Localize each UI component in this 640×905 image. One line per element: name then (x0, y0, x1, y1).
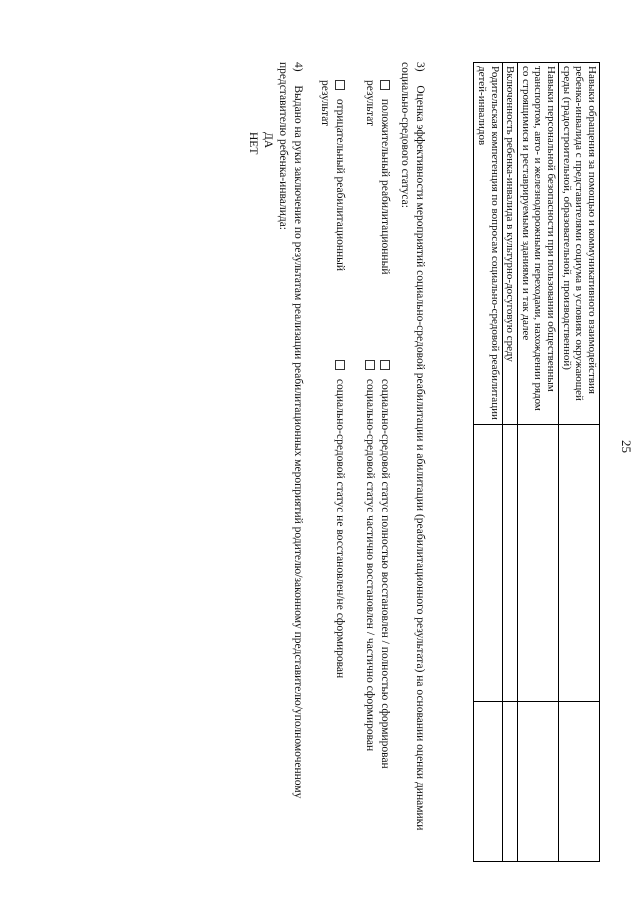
table-cell-criterion: Включенность ребенка-инвалида в культурно-досуговую среду (502, 63, 518, 425)
table-cell-criterion: Навыки обращения за помощью и коммуникативного взаимодействия ребенка-инвалида с представителями социума в условиях окружающей среды (градостроительной, образовательной, производственной) (559, 63, 600, 425)
table-cell-empty (474, 702, 502, 862)
section-3-paragraph (397, 62, 427, 862)
status-not-restored-checkbox[interactable] (335, 360, 345, 370)
table-cell-empty (502, 425, 518, 702)
table-cell-empty (518, 425, 559, 702)
status-not-restored-label: социально-средовой статус не восстановлен/не сформирован (334, 378, 346, 679)
section-3-number: 3) (414, 62, 426, 72)
table-cell-empty (559, 702, 600, 862)
answer-no: НЕТ (247, 132, 259, 155)
table-cell-empty (518, 702, 559, 862)
table-row (502, 63, 518, 862)
page-number: 25 (619, 440, 634, 453)
negative-result-option (317, 80, 347, 310)
list-item (377, 360, 392, 840)
section-4-paragraph (275, 62, 305, 862)
table-cell-criterion: Навыки персональной безопасности при пользовании общественным транспортом, авто- и железнодорожными переходами, нахождении рядом со строящимися и реставрируемыми зданиями и так далее (518, 63, 559, 425)
list-item (362, 360, 377, 840)
table-cell-criterion: Родительская компетенция по вопросам социально-средовой реабилитации детей-инвалидов (474, 63, 502, 425)
positive-result-checkbox[interactable] (380, 80, 390, 90)
table-row (559, 63, 600, 862)
status-partially-restored-checkbox[interactable] (365, 360, 375, 370)
skills-table (473, 62, 600, 862)
positive-result-option (362, 80, 392, 310)
status-partially-restored-label: социально-средовой статус частично восстановлен / частично сформирован (364, 378, 377, 752)
table-row (518, 63, 559, 862)
negative-result-label: отрицательный реабилитационный результат (319, 80, 346, 272)
list-item (332, 360, 347, 840)
section-3-text: Оценка эффективности мероприятий социально-средовой реабилитации и абилитации (реабилитационного результата) на основании оценки динамики социально-средового статуса: (399, 62, 426, 831)
section-4-number: 4) (292, 62, 304, 72)
section-4-text: Выдано на руки заключение по результатам реализации реабилитационных мероприятий родителю/законному представителю/уполномоченному представителю ребенка-инвалида: (277, 62, 304, 799)
negative-result-suboptions (332, 360, 347, 840)
table-cell-empty (474, 425, 502, 702)
negative-result-checkbox[interactable] (335, 80, 345, 90)
table-row (474, 63, 502, 862)
table-cell-empty (502, 702, 518, 862)
status-restored-label: социально-средовой статус полностью восстановлен / полностью сформирован (379, 378, 391, 769)
positive-result-label: положительный реабилитационный результат (364, 80, 391, 275)
status-restored-checkbox[interactable] (380, 360, 390, 370)
positive-result-suboptions (362, 360, 392, 840)
answer-yes: ДА (262, 132, 274, 149)
table-cell-empty (559, 425, 600, 702)
